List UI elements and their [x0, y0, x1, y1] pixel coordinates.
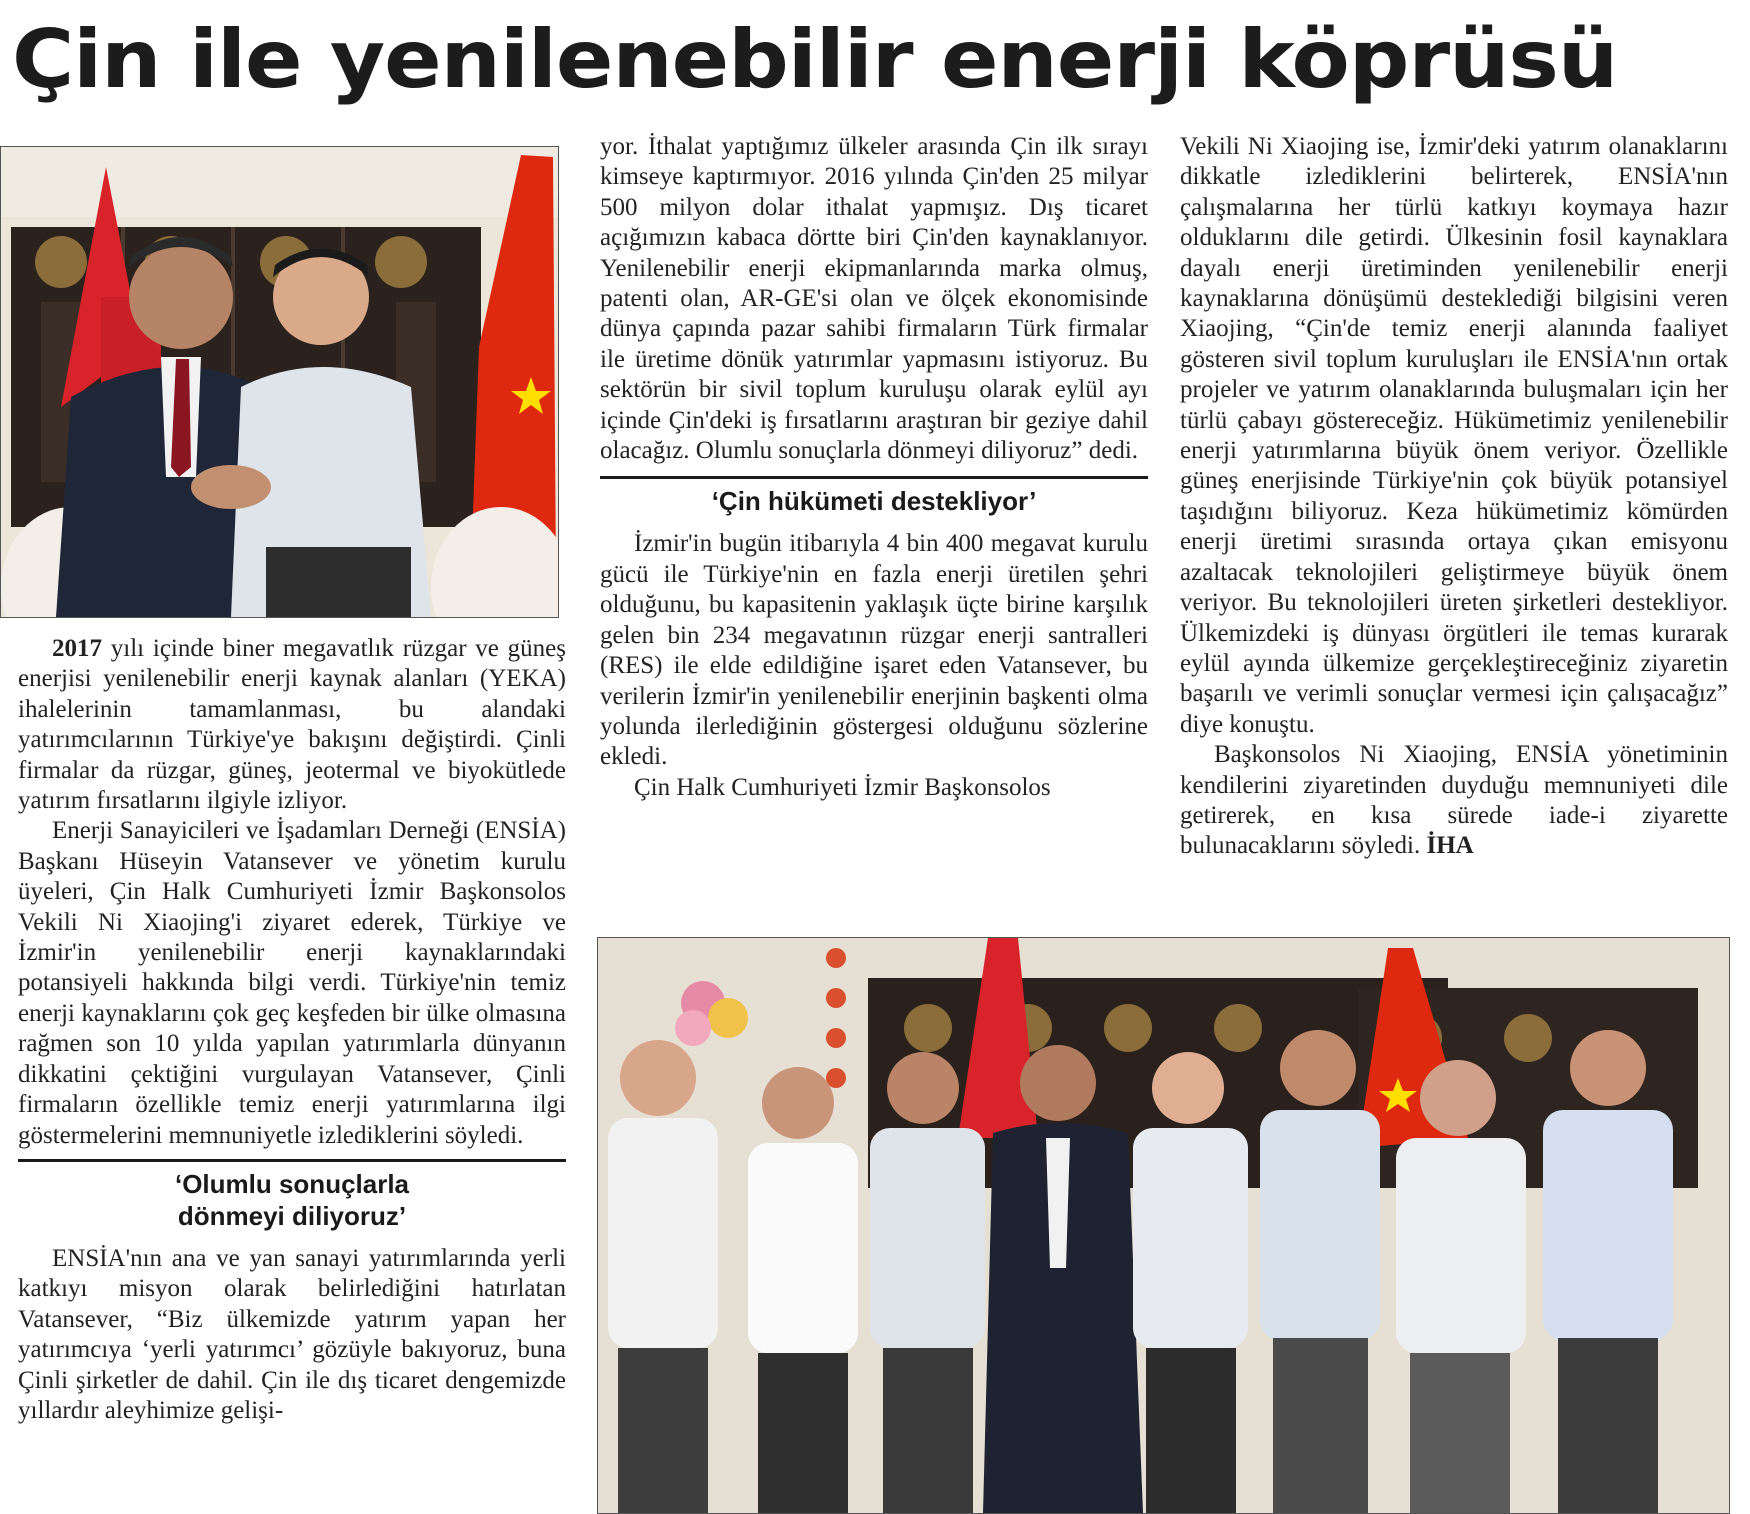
intro-text: yılı içinde biner megavatlık rüzgar ve güneş enerjisi yenilenebilir enerji kaynak alanları (YEKA) ihalelerinin tamamlanması, bu alandaki yatırımcılarının Türkiye'ye bakışını değiştirdi. Çinli firmalar da rüzgar, güneş, jeotermal ve biyokütlede yatırım fırsatlarını ilgiyle izliyor.: [18, 635, 566, 815]
column-2: [600, 132, 1148, 803]
intro-year: 2017: [52, 635, 102, 662]
paragraph-xiaojing: Vekili Ni Xiaojing ise, İzmir'deki yatırım olanaklarını dikkatle izlediklerini belirterek, ENSİA'nın çalışmalarına her türlü katkıyı koymaya hazır olduklarını dile getirdi. Ülkesinin fosil kaynaklara dayalı enerji üretiminden yenilenebilir enerji kaynaklarına dönüşümü desteklediği bilgisini veren Xiaojing, “Çin'de temiz enerji alanında faaliyet gösteren sivil toplum kuruluşları ile ENSİA'nın ortak projeler ve yatırım olanaklarında buluşmaları için her türlü çabayı göstereceğiz. Hükümetimiz yenilenebilir enerji yatırımlarına büyük önem veriyor. Özellikle güneş enerjisinde Türkiye'nin çok büyük potansiyel taşıdığını biliyoruz. Keza hükümetimiz kömürden enerji üretimi sırasında ortaya çıkan emisyonu azaltacak teknolojileri geliştirmeye büyük önem veriyor. Bu teknolojileri üreten şirketleri destekliyor. Ülkemizdeki iş dünyası örgütleri ile temas kurarak eylül ayında ülkemize gerçekleştireceğiniz ziyaretin başarılı ve verimli sonuçlar vermesi için çalışacağız” diye konuştu.: [1180, 133, 1728, 738]
paragraph-izmir-kapasite: İzmir'in bugün itibarıyla 4 bin 400 megavat kurulu gücü ile Türkiye'nin en fazla enerji üretilen şehri olduğunu, bu kapasitenin yaklaşık üçte birine karşılık gelen bin 234 megavatının rüzgar enerji santralleri (RES) ile elde edildiğine işaret eden Vatansever, bu verilerin İzmir'in yenilenebilir enerjinin başkenti olma yolunda ilerlediğinin göstergesi olduğunu sözlerine ekledi.: [600, 530, 1148, 771]
subhead-olumlu: [18, 1159, 566, 1240]
paragraph-intro: [18, 634, 566, 816]
paragraph-ensia-visit: Enerji Sanayicileri ve İşadamları Derneği (ENSİA) Başkanı Hüseyin Vatansever ve yönetim kurulu üyeleri, Çin Halk Cumhuriyeti İzmir Başkonsolos Vekili Ni Xiaojing'i ziyaret ederek, Türkiye ve İzmir'in yenilenebilir enerji kaynaklarındaki potansiyeli hakkında bilgi verdi. Türkiye'nin temiz enerji kaynaklarını çok geç keşfeden bir ülke olmasına rağmen son 10 yılda yapılan yatırımlarla dünyanın dikkatini çektiğini vurgulayan Vatansever, Çinli firmaların özellikle temiz enerji yatırımlarına ilgi göstermelerini memnuniyetle izlediklerini söyledi.: [18, 817, 566, 1149]
subhead-cin-hukumeti: ‘Çin hükümeti destekliyor’: [600, 476, 1148, 525]
photo-handshake: [0, 146, 559, 618]
paragraph-baskonsolos: Çin Halk Cumhuriyeti İzmir Başkonsolos: [634, 773, 1051, 801]
paragraph-yerli-katki: ENSİA'nın ana ve yan sanayi yatırımlarında yerli katkıyı misyon olarak belirlediğini hatırlatan Vatansever, “Biz ülkemizde yatırım yapan her yatırımcıya ‘yerli yatırımcı’ gözüyle bakıyoruz, buna Çinli şirketler de dahil. Çin ile dış ticaret dengemizde yıllardır aleyhimize gelişi-: [18, 1244, 566, 1424]
agency-credit: İHA: [1426, 832, 1474, 860]
photo-group: [597, 937, 1730, 1514]
column-3: [1180, 132, 1728, 862]
headline: Çin ile yenilenebilir enerji köprüsü: [12, 13, 1618, 106]
column-1: [18, 634, 566, 1426]
paragraph-ithalat: yor. İthalat yaptığımız ülkeler arasında Çin ilk sırayı kimseye kaptırmıyor. 2016 yılında Çin'den 25 milyar 500 milyon dolar ithalat yapmışız. Dış ticaret açığımızın kabaca dörtte biri Çin'den kaynaklanıyor. Yenilenebilir enerji ekipmanlarında marka olmuş, patenti olan, AR-GE'si olan ve ölçek ekonomisinde dünya çapında pazar sahibi firmaların Türk firmalar ile üretime dönük yatırımlar yapmasını istiyoruz. Bu sektörün bir sivil toplum kuruluşu olarak eylül ayı içinde Çin'deki iş fırsatlarını araştıran bir geziye dahil olacağız. Olumlu sonuçlarla dönmeyi diliyoruz” dedi.: [600, 133, 1148, 465]
closing-text: Başkonsolos Ni Xiaojing, ENSİA yönetiminin kendilerini ziyaretinden duyduğu memnuniyeti dile getirerek, en kısa sürede iade-i ziyarette bulunacaklarını söyledi.: [1180, 741, 1728, 860]
subhead-olumlu-line2: dönmeyi diliyoruz’: [177, 1200, 407, 1231]
subhead-olumlu-line1: ‘Olumlu sonuçlarla: [174, 1168, 410, 1199]
paragraph-closing: [1180, 740, 1728, 862]
